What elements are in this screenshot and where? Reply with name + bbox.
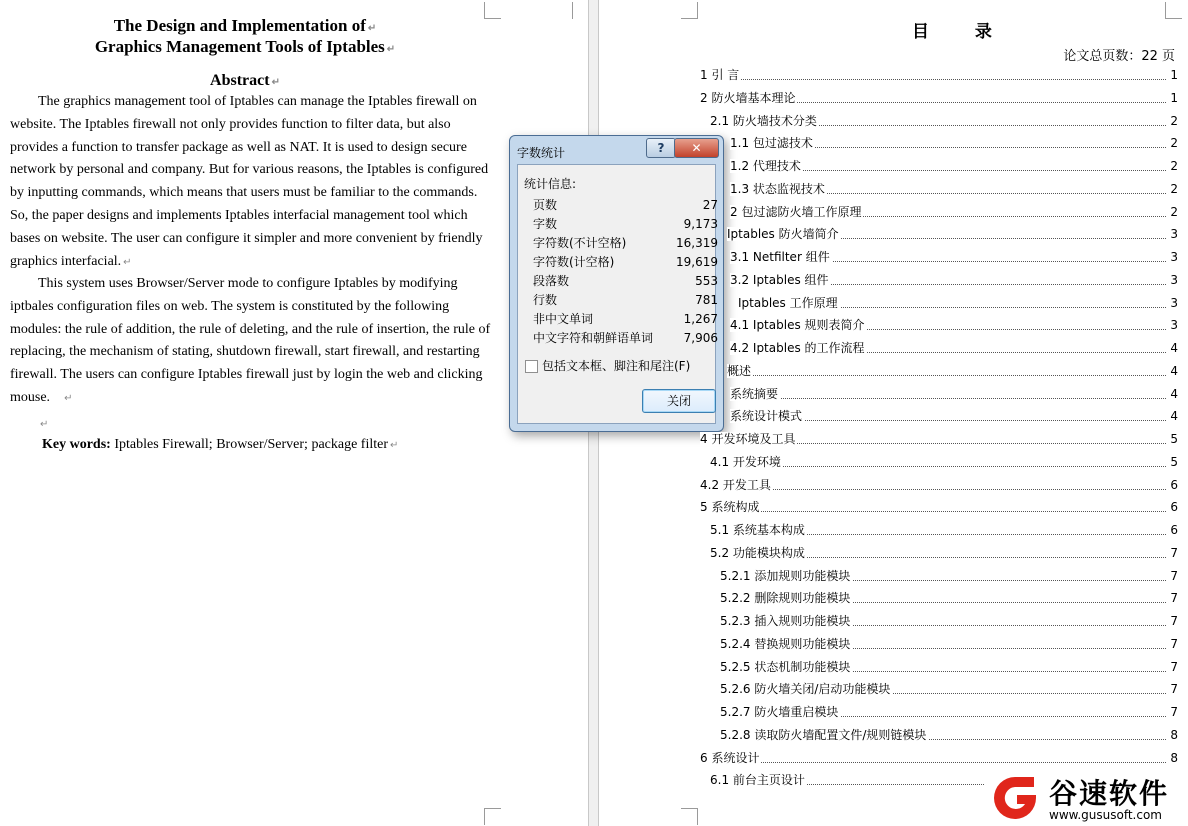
toc-entry[interactable] xyxy=(700,476,1180,494)
toc-entry[interactable] xyxy=(710,544,1180,562)
toc-entry-title: 2.1 防火墙技术分类 xyxy=(710,113,817,128)
toc-entry-title: 5.2 功能模块构成 xyxy=(710,545,805,560)
stat-label: 中文字符和朝鲜语单词 xyxy=(533,331,654,345)
stat-label: 字符数(不计空格) xyxy=(533,236,627,250)
toc-leader-dots xyxy=(700,79,1166,80)
toc-entry[interactable] xyxy=(730,339,1180,357)
toc-entry[interactable] xyxy=(700,89,1180,107)
toc-entry-title: 5.2.7 防火墙重启模块 xyxy=(720,705,839,719)
toc-entry[interactable] xyxy=(730,271,1180,289)
toc-entry-page: 3 xyxy=(1170,295,1178,310)
toc-entry-title: 4 开发环境及工具 xyxy=(700,432,796,446)
page-corner-mark xyxy=(681,808,698,825)
stats-label: 统计信息: xyxy=(524,177,577,191)
paragraph-line: by inputting commands, which means that users must be familiar to the commands. xyxy=(10,185,478,201)
stat-label: 段落数 xyxy=(533,274,570,288)
keywords-text: Iptables Firewall; Browser/Server; package filter xyxy=(110,437,389,452)
toc-leader-dots xyxy=(700,511,1166,512)
toc-entry[interactable] xyxy=(727,362,1180,380)
paragraph-line: network by personal and company. But for various reasons, the Iptables is configured xyxy=(10,162,489,178)
toc-entry-page: 8 xyxy=(1170,750,1178,765)
stat-row xyxy=(533,196,718,214)
paragraph-line: bases on website. The user can configure it simpler and more convenient by friendly xyxy=(10,230,483,246)
toc-entry-page: 6 xyxy=(1170,477,1178,492)
stat-label: 页数 xyxy=(533,198,558,212)
toc-entry[interactable] xyxy=(710,112,1180,130)
paragraph-line: mouse. ↵ xyxy=(10,390,73,405)
toc-entry-page: 6 xyxy=(1170,500,1178,515)
toc-entry[interactable] xyxy=(710,521,1180,539)
toc-entry[interactable] xyxy=(700,430,1180,448)
toc-entry[interactable] xyxy=(720,567,1180,585)
toc-entry[interactable] xyxy=(730,248,1180,266)
toc-leader-dots xyxy=(727,375,1166,376)
toc-entry-page: 1 xyxy=(1170,90,1178,105)
toc-entry-title: 5.2.8 读取防火墙配置文件/规则链模块 xyxy=(720,727,927,742)
toc-entry-page: 2 xyxy=(1170,136,1178,151)
page-corner-mark xyxy=(681,2,698,19)
toc-entry[interactable] xyxy=(710,453,1180,471)
paragraph-line: This system uses Browser/Server mode to configure Iptables by modifying xyxy=(38,276,458,291)
paragraph-line: firewall. The users can configure Iptables firewall just by login the web and clicking xyxy=(10,367,483,383)
paragraph-line: graphics interfacial. ↵ xyxy=(10,253,132,269)
word-count-dialog[interactable] xyxy=(509,135,724,432)
paragraph-line: So, the paper designs and implements Iptables interfacial management tool which xyxy=(10,208,468,223)
close-icon: ✕ xyxy=(691,141,702,155)
toc-entry-page: 7 xyxy=(1170,705,1178,719)
toc-entry[interactable] xyxy=(720,635,1180,653)
toc-entry-title: 4.1 Iptables 规则表简介 xyxy=(730,318,865,333)
toc-entry[interactable] xyxy=(720,703,1180,721)
toc-entry-page: 6 xyxy=(1170,523,1178,537)
toc-entry-title: 3.1 Netfilter 组件 xyxy=(730,250,830,264)
toc-entry-title: 1.3 状态监视技术 xyxy=(730,181,825,196)
toc-entry[interactable] xyxy=(738,294,1180,312)
stat-row xyxy=(533,253,718,271)
toc-entry-page: 7 xyxy=(1170,568,1178,583)
toc-entry-page: 1 xyxy=(1170,68,1178,82)
paragraph-line: iptbales configuration files on web. The system is constituted by the following xyxy=(10,298,450,314)
toc-leader-dots xyxy=(700,762,1166,763)
toc-entry-page: 7 xyxy=(1170,659,1178,674)
toc-entry[interactable] xyxy=(720,658,1180,676)
toc-entry-page: 2 xyxy=(1170,113,1178,128)
toc-entry-title: 2 防火墙基本理论 xyxy=(700,90,796,105)
toc-entry-page: 7 xyxy=(1170,591,1178,606)
toc-entry-page: 3 xyxy=(1170,272,1178,287)
toc-entry-page: 7 xyxy=(1170,636,1178,651)
left-document-page[interactable] xyxy=(0,0,588,826)
paragraph-line: website. The Iptables firewall not only provides function to filter data, but also xyxy=(10,116,451,132)
page-corner-mark xyxy=(1165,2,1182,19)
gususoft-logo-icon xyxy=(990,773,1040,823)
toc-entry-title: 6 系统设计 xyxy=(700,750,760,765)
toc-entry-title: Iptables 防火墙简介 xyxy=(727,227,839,242)
toc-entry-title: 1 引 言 xyxy=(700,68,740,82)
paragraph-line: replacing, the mechanism of stating, shutdown firewall, start firewall, and restarting xyxy=(10,344,480,360)
paragraph-line: The graphics management tool of Iptables can manage the Iptables firewall on xyxy=(38,94,477,109)
toc-entry-page: 5 xyxy=(1170,454,1178,469)
dialog-title: 字数统计 xyxy=(517,146,566,160)
toc-entry-title: 5.2.4 替换规则功能模块 xyxy=(720,636,851,651)
stat-value: 7,906 xyxy=(683,331,718,345)
stat-value: 16,319 xyxy=(676,236,718,250)
help-button[interactable] xyxy=(646,138,676,158)
stat-value: 1,267 xyxy=(683,312,718,326)
toc-entry[interactable] xyxy=(730,385,1180,403)
toc-entry-title: 2 包过滤防火墙工作原理 xyxy=(730,204,862,219)
paper-title-line1: The Design and Implementation of ↵ xyxy=(113,16,377,35)
toc-entry-title: 4.1 开发环境 xyxy=(710,454,781,469)
toc-entry-page: 7 xyxy=(1170,614,1178,628)
stat-row xyxy=(533,329,718,347)
toc-entry-page: 2 xyxy=(1170,159,1178,173)
toc-entry-page: 3 xyxy=(1170,250,1178,264)
abstract-heading: Abstract ↵ xyxy=(210,72,280,89)
toc-entry-title: 5.2.2 删除规则功能模块 xyxy=(720,591,851,606)
include-textboxes-checkbox[interactable] xyxy=(525,360,538,373)
toc-entry-page: 2 xyxy=(1170,181,1178,196)
toc-entry[interactable] xyxy=(730,203,1180,221)
toc-entry-title: 4.2 Iptables 的工作流程 xyxy=(730,341,865,355)
paragraph-line: modules: the rule of addition, the rule of deleting, and the rule of insertion, the rule of xyxy=(10,321,491,337)
toc-entry-page: 4 xyxy=(1170,409,1178,424)
stat-row xyxy=(533,215,718,233)
toc-entry-title: 系统摘要 xyxy=(730,386,779,401)
toc-entry-title: 5.2.6 防火墙关闭/启动功能模块 xyxy=(720,682,891,697)
toc-entry-title: 1.2 代理技术 xyxy=(730,159,801,173)
toc-entry-title: 4.2 开发工具 xyxy=(700,477,771,492)
toc-entry-page: 7 xyxy=(1170,545,1178,560)
include-textboxes-label[interactable]: 包括文本框、脚注和尾注(F) xyxy=(542,359,691,373)
toc-entry-title: 概述 xyxy=(727,363,752,378)
toc-entry-page: 8 xyxy=(1170,727,1178,742)
stat-row xyxy=(533,291,718,309)
keywords-line: Key words: Iptables Firewall; Browser/Server; package filter ↵ xyxy=(42,437,399,452)
toc-entry-title: 1.1 包过滤技术 xyxy=(730,136,813,151)
toc-entry-page: 4 xyxy=(1170,363,1178,378)
toc-entry[interactable] xyxy=(700,749,1180,767)
toc-entry[interactable] xyxy=(720,589,1180,607)
title-close-button[interactable] xyxy=(674,138,719,158)
stat-label: 非中文单词 xyxy=(533,312,594,326)
stat-value: 781 xyxy=(695,293,718,307)
toc-entry-page: 3 xyxy=(1170,318,1178,333)
empty-paragraph-mark: ↵ xyxy=(40,419,49,430)
stat-label: 行数 xyxy=(533,293,558,307)
toc-entry-title: 5.2.5 状态机制功能模块 xyxy=(720,659,851,674)
stat-label: 字符数(计空格) xyxy=(533,255,615,269)
paper-title-line2: Graphics Management Tools of Iptables ↵ xyxy=(94,37,396,56)
toc-entry[interactable] xyxy=(730,180,1180,198)
toc-total-pages: 论文总页数：22 页 xyxy=(1063,49,1175,64)
stat-value: 9,173 xyxy=(683,217,718,231)
watermark-brand: 谷速软件 xyxy=(1049,777,1170,810)
toc-entry[interactable] xyxy=(700,498,1180,516)
toc-entry[interactable] xyxy=(727,225,1180,243)
toc-entry-title: 5.2.1 添加规则功能模块 xyxy=(720,568,851,583)
stat-value: 553 xyxy=(695,274,718,288)
stat-value: 27 xyxy=(702,198,718,212)
toc-entry-page: 2 xyxy=(1170,204,1178,219)
close-button[interactable]: 关闭 xyxy=(642,389,716,413)
toc-entry[interactable] xyxy=(730,157,1180,175)
toc-entry[interactable] xyxy=(720,680,1180,698)
toc-entry-page: 4 xyxy=(1170,386,1178,401)
toc-entry-page: 5 xyxy=(1170,432,1178,446)
stat-row xyxy=(533,310,718,328)
keywords-label: Key words: xyxy=(42,437,111,452)
toc-entry[interactable] xyxy=(720,726,1180,744)
toc-entry[interactable] xyxy=(730,134,1180,152)
toc-entry-title: 3.2 Iptables 组件 xyxy=(730,272,829,287)
toc-entry[interactable] xyxy=(730,407,1180,425)
toc-title: 目 录 xyxy=(912,22,1012,42)
toc-entry-page: 7 xyxy=(1170,682,1178,697)
stat-row xyxy=(533,234,718,252)
dialog-body xyxy=(517,164,716,424)
stat-row xyxy=(533,272,718,290)
paragraph-line: provides a function to transfer package as well as NAT. It is used to design secure xyxy=(10,139,467,155)
toc-entry[interactable] xyxy=(720,612,1180,630)
help-icon: ? xyxy=(657,141,665,155)
toc-entry-page: 3 xyxy=(1170,227,1178,242)
watermark-url: www.gususoft.com xyxy=(1049,808,1162,822)
toc-entry[interactable] xyxy=(700,66,1180,84)
toc-entry-title: 5.1 系统基本构成 xyxy=(710,523,805,537)
toc-entry-page: 4 xyxy=(1170,341,1178,355)
toc-entry-title: 5 系统构成 xyxy=(700,500,760,515)
toc-entry-title: 6.1 前台主页设计 xyxy=(710,773,805,788)
page-corner-mark xyxy=(484,808,501,825)
toc-entry-title: 系统设计模式 xyxy=(730,409,803,424)
toc-entry-title: Iptables 工作原理 xyxy=(738,295,838,310)
toc-entry[interactable] xyxy=(730,316,1180,334)
toc-entry-title: 5.2.3 插入规则功能模块 xyxy=(720,614,851,628)
watermark xyxy=(985,770,1188,826)
stat-value: 19,619 xyxy=(676,255,718,269)
dialog-titlebar[interactable] xyxy=(510,136,723,164)
toc-leader-dots xyxy=(730,398,1166,399)
stat-label: 字数 xyxy=(533,217,558,231)
page-corner-mark xyxy=(572,2,573,19)
